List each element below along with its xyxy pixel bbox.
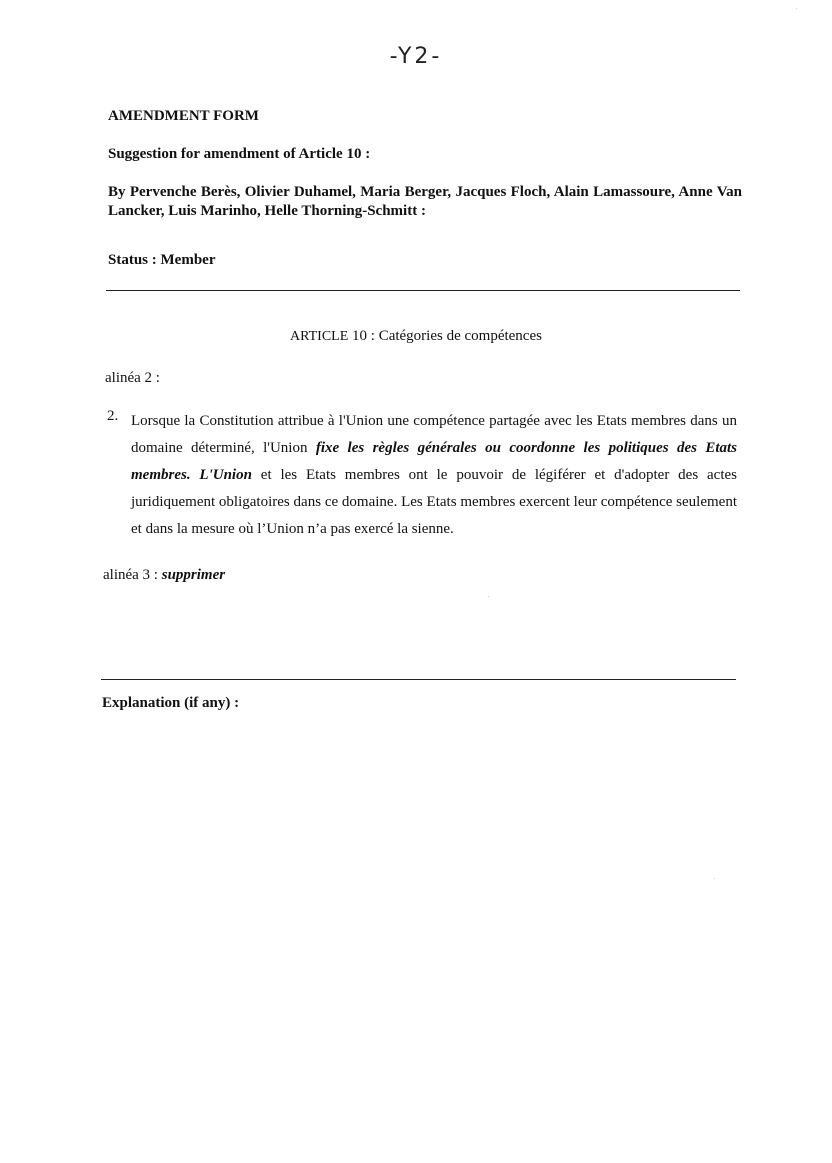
bottom-divider xyxy=(101,679,736,680)
scan-speck xyxy=(488,596,489,597)
page-number: -Y2- xyxy=(389,44,443,69)
amended-text: fixe les règles générales ou coordonne les politiques des Etats membres. L'Union xyxy=(131,440,737,483)
alinea-3-action: supprimer xyxy=(161,567,226,583)
paragraph-text xyxy=(131,408,737,543)
article-label: ARTICLE xyxy=(290,329,349,344)
alinea-3-line xyxy=(103,567,225,584)
paragraph-number: 2. xyxy=(107,408,119,424)
status-line: Status : Member xyxy=(108,252,216,268)
form-title: AMENDMENT FORM xyxy=(108,108,259,124)
top-divider xyxy=(106,290,740,291)
paragraph-text-part1: Lorsque la Constitution attribue à l'Union une compétence partagée avec les Etats membres dans un domaine déterminé, l'Union xyxy=(131,413,737,456)
alinea-3-label: alinéa 3 : xyxy=(103,567,162,583)
authors-line: By Pervenche Berès, Olivier Duhamel, Maria Berger, Jacques Floch, Alain Lamassoure, Anne Van Lancker, Luis Marinho, Helle Thorning-Schmitt : xyxy=(108,184,742,219)
article-heading xyxy=(0,328,832,345)
suggestion-heading: Suggestion for amendment of Article 10 : xyxy=(108,146,371,162)
paragraph-text-part2: et les Etats membres ont le pouvoir de légiférer et d'adopter des actes juridiquement obligatoires dans ce domaine. Les Etats membres exercent leur compétence seulement et dans la mesure où l’Union n’a pas exercé la sienne. xyxy=(131,467,737,537)
alinea-2-label: alinéa 2 : xyxy=(105,370,160,386)
explanation-label: Explanation (if any) : xyxy=(102,695,240,711)
scan-speck xyxy=(796,8,797,9)
scan-speck xyxy=(714,878,715,879)
article-heading-text: 10 : Catégories de compétences xyxy=(352,328,542,344)
